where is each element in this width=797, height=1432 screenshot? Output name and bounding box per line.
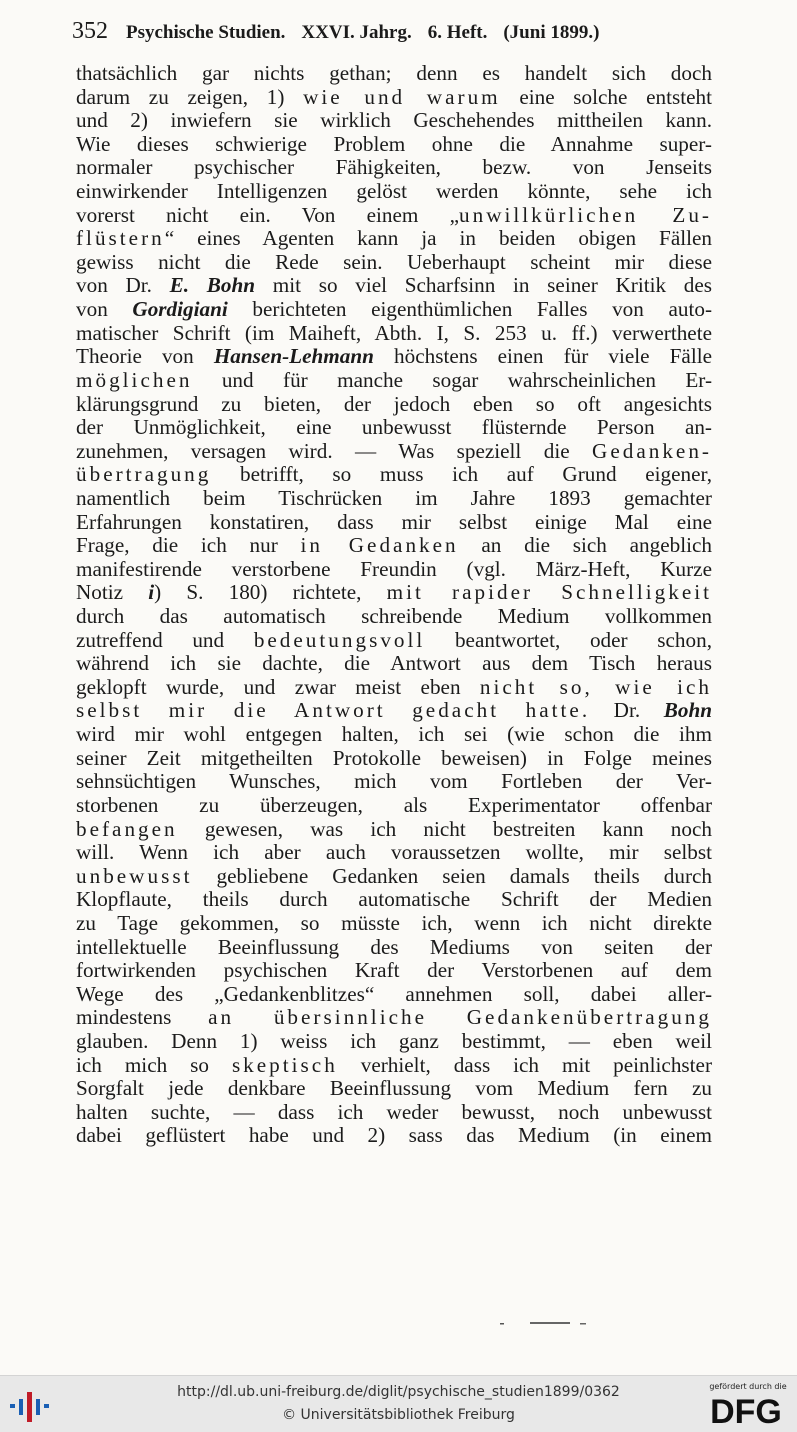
text-line (76, 865, 712, 889)
text-line (76, 180, 712, 204)
text-run: beantwortet, oder schon, (425, 628, 712, 652)
text-line (76, 841, 712, 865)
source-url-link[interactable]: http://dl.ub.uni-freiburg.de/diglit/psychische_studien1899/0362 (177, 1384, 620, 1400)
copyright-text: © Universitätsbibliothek Freiburg (282, 1407, 515, 1423)
text-run: manifestirende verstorbene Freundin (vgl. März-Heft, Kurze (76, 557, 712, 581)
text-run: intellektuelle Beeinflussung des Mediums von seiten der (76, 935, 712, 959)
text-line (76, 959, 712, 983)
spaced-emphasis: möglichen (76, 368, 193, 392)
text-run: Frage, die ich nur (76, 534, 301, 558)
text-run: matischer Schrift (im Maiheft, Abth. I, S. 253 u. ff.) verwerthete (76, 321, 712, 345)
text-run: Theorie von (76, 345, 214, 369)
text-run: und 2) inwiefern sie wirklich Geschehendes mittheilen kann. (76, 109, 712, 133)
text-line (76, 440, 712, 464)
dfg-logo-text: DFG (710, 1393, 782, 1426)
text-run: darum zu zeigen, 1) (76, 85, 304, 109)
spaced-emphasis: Gedanken- (592, 439, 712, 463)
text-line (76, 1101, 712, 1125)
viewer-footer (0, 1375, 797, 1432)
spaced-emphasis: unwillkürlichen Zu- (459, 203, 712, 227)
text-line (76, 1030, 712, 1054)
text-line (76, 794, 712, 818)
text-line (76, 605, 712, 629)
text-line (76, 369, 712, 393)
text-run: Notiz (76, 581, 149, 605)
text-line (76, 511, 712, 535)
italic-name: Hansen-Lehmann (213, 345, 374, 369)
text-run: mindestens (76, 1006, 209, 1030)
text-run: gewiss nicht die Rede sein. Ueberhaupt scheint mir diese (76, 250, 712, 274)
text-line (76, 156, 712, 180)
text-line (76, 581, 712, 605)
text-run: Wie dieses schwierige Problem ohne die Annahme super- (76, 132, 712, 156)
text-line (76, 86, 712, 110)
text-run: Erfahrungen konstatiren, dass mir selbst einige Mal eine (76, 510, 712, 534)
running-header (72, 18, 712, 46)
text-run: während ich sie dachte, die Antwort aus dem Tisch heraus (76, 652, 712, 676)
text-run: vorerst nicht ein. Von einem „ (76, 203, 460, 227)
text-run: Wege des „Gedankenblitzes“ annehmen soll, dabei aller- (76, 982, 712, 1006)
text-line (76, 699, 712, 723)
text-line (76, 912, 712, 936)
text-run: ) S. 180) richtete, (154, 581, 387, 605)
text-run: “ eines Agenten kann ja in beiden obigen Fällen (164, 227, 712, 251)
text-line (76, 747, 712, 771)
text-run: geklopft wurde, und zwar meist eben (76, 675, 480, 699)
spaced-emphasis: skeptisch (231, 1053, 338, 1077)
text-run: ich mich so (76, 1053, 232, 1077)
spaced-emphasis: übertragung (76, 463, 212, 487)
text-run: eine solche entsteht (500, 85, 712, 109)
text-run: namentlich beim Tischrücken im Jahre 1893 gemachter (76, 486, 712, 510)
text-run: höchstens einen für viele Fälle (373, 345, 712, 369)
italic-name: Gordigiani (132, 298, 228, 322)
text-line (76, 534, 712, 558)
text-run: Sorgfalt jede denkbare Beeinflussung vom Medium fern zu (76, 1077, 712, 1101)
text-run: gebliebene Gedanken seien damals theils durch (192, 864, 712, 888)
text-run: wird mir wohl entgegen halten, ich sei (wie schon die ihm (76, 723, 712, 747)
volume-label: XXVI. Jahrg. (301, 22, 412, 43)
text-line (76, 274, 712, 298)
text-run: will. Wenn ich aber auch voraussetzen wollte, mir selbst (76, 841, 712, 865)
text-run: der Unmöglichkeit, eine unbewusst flüsternde Person an- (76, 416, 712, 440)
text-line (76, 62, 712, 86)
text-run: klärungsgrund zu bieten, der jedoch eben so oft angesichts (76, 392, 712, 416)
text-run: betrifft, so muss ich auf Grund eigener, (211, 463, 712, 487)
text-line (76, 109, 712, 133)
body-text (76, 62, 712, 1148)
text-run: thatsächlich gar nichts gethan; denn es handelt sich doch (76, 62, 712, 85)
text-line (76, 393, 712, 417)
text-run: zutreffend und (76, 628, 254, 652)
text-run: von (76, 298, 133, 322)
text-run: seiner Zeit mitgetheilten Protokolle beweisen) in Folge meines (76, 746, 712, 770)
text-run: verhielt, dass ich mit peinlichster (337, 1053, 712, 1077)
text-run: Klopflaute, theils durch automatische Schrift der Medien (76, 888, 712, 912)
text-line (76, 818, 712, 842)
dfg-caption: gefördert durch die (709, 1382, 787, 1391)
spaced-emphasis: selbst mir die Antwort gedacht hatte. (76, 699, 591, 723)
text-run: sehnsüchtigen Wunsches, mich vom Fortleben der Ver- (76, 770, 712, 794)
text-run: glauben. Denn 1) weiss ich ganz bestimmt, — eben weil (76, 1029, 712, 1053)
italic-name: E. Bohn (169, 274, 256, 298)
text-line (76, 723, 712, 747)
spaced-emphasis: unbewusst (76, 864, 193, 888)
text-run: und für manche sogar wahrscheinlichen Er- (192, 368, 712, 392)
text-run: halten suchte, — dass ich weder bewusst, noch unbewusst (76, 1100, 712, 1124)
text-line (76, 133, 712, 157)
spaced-emphasis: flüstern (76, 227, 165, 251)
text-line (76, 298, 712, 322)
text-line (76, 487, 712, 511)
scan-artifact-marks (500, 1320, 620, 1326)
text-line (76, 629, 712, 653)
text-run: berichteten eigenthümlichen Falles von auto- (227, 298, 712, 322)
text-line (76, 1006, 712, 1030)
text-line (76, 416, 712, 440)
text-line (76, 204, 712, 228)
text-run: von Dr. (76, 274, 170, 298)
text-run: einwirkender Intelligenzen gelöst werden könnte, sehe ich (76, 180, 712, 204)
spaced-emphasis: an übersinnliche Gedankenübertragung (208, 1006, 712, 1030)
text-line (76, 1124, 712, 1148)
spaced-emphasis: in Gedanken (300, 534, 459, 558)
page-number: 352 (72, 18, 108, 44)
text-run: zu Tage gekommen, so müsste ich, wenn ich nicht direkte (76, 911, 712, 935)
spaced-emphasis: nicht so, wie ich (479, 675, 712, 699)
text-line (76, 322, 712, 346)
spaced-emphasis: bedeutungsvoll (253, 628, 426, 652)
italic-name: Bohn (663, 699, 712, 723)
text-line (76, 770, 712, 794)
text-line (76, 652, 712, 676)
spaced-emphasis: wie und warum (303, 85, 501, 109)
text-line (76, 227, 712, 251)
text-line (76, 558, 712, 582)
text-line (76, 463, 712, 487)
journal-title: Psychische Studien. (126, 22, 286, 43)
italic-name: i (148, 581, 155, 605)
text-run: durch das automatisch schreibende Medium vollkommen (76, 605, 712, 629)
text-run: mit so viel Scharfsinn in seiner Kritik des (255, 274, 712, 298)
text-run: Dr. (590, 699, 664, 723)
issue-label: 6. Heft. (427, 22, 488, 43)
text-line (76, 676, 712, 700)
text-run: fortwirkenden psychischen Kraft der Verstorbenen auf dem (76, 959, 712, 983)
text-line (76, 1077, 712, 1101)
text-line (76, 1054, 712, 1078)
text-run: normaler psychischer Fähigkeiten, bezw. von Jenseits (76, 156, 712, 180)
text-line (76, 936, 712, 960)
text-run: an die sich angeblich (458, 534, 712, 558)
spaced-emphasis: mit rapider Schnelligkeit (386, 581, 712, 605)
text-run: dabei geflüstert habe und 2) sass das Medium (in einem (76, 1124, 712, 1148)
text-run: zunehmen, versagen wird. — Was speziell die (76, 439, 593, 463)
spaced-emphasis: befangen (76, 817, 178, 841)
text-line (76, 888, 712, 912)
issue-date: (Juni 1899.) (503, 22, 600, 43)
text-line (76, 983, 712, 1007)
text-line (76, 251, 712, 275)
dfg-logo-icon (704, 1392, 788, 1426)
text-run: storbenen zu überzeugen, als Experimentator offenbar (76, 793, 712, 817)
text-run: gewesen, was ich nicht bestreiten kann noch (177, 817, 712, 841)
text-line (76, 345, 712, 369)
